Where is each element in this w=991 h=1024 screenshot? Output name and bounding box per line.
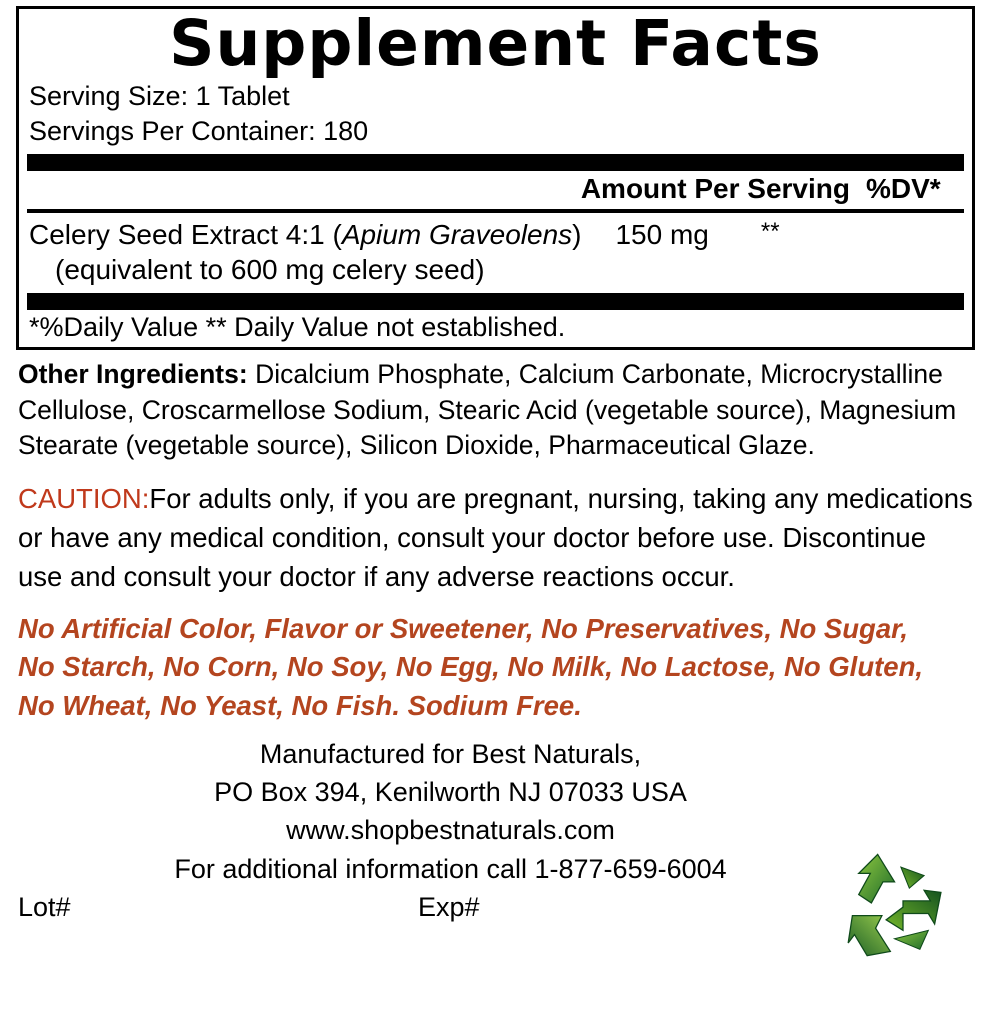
other-ingredients-text: Dicalcium Phosphate, Calcium Carbonate, Microcrystalline Cellulose, Croscarmellose Sodium, Stearic Acid (vegetable source), Magnesium Stearate (vegetable source), Silicon Dioxide, Pharmaceutical Glaze. (18, 359, 957, 460)
panel-rule-thick-top (27, 154, 964, 171)
manufacturer-address: PO Box 394, Kenilworth NJ 07033 USA (214, 777, 687, 808)
amount-header-row (19, 171, 972, 209)
supplement-facts-panel (16, 6, 975, 350)
free-claim-line-1: No Artificial Color, Flavor or Sweetener, No Preservatives, No Sugar, (18, 613, 908, 645)
dv-header: %DV* (866, 173, 941, 205)
lot-label: Lot# (18, 892, 71, 923)
lot-exp-row (18, 892, 973, 923)
caution-label: CAUTION: (18, 483, 150, 515)
amount-per-serving-header: Amount Per Serving (580, 173, 850, 205)
table-row (29, 217, 962, 252)
caution-statement (18, 479, 973, 596)
nutrient-sub-line: (equivalent to 600 mg celery seed) (55, 254, 485, 286)
page-title: Supplement Facts (169, 7, 822, 80)
free-claim-line-3: No Wheat, No Yeast, No Fish. Sodium Free. (18, 689, 582, 721)
manufacturer-line-1: Manufactured for Best Naturals, (259, 738, 642, 769)
exp-label: Exp# (418, 892, 480, 923)
servings-per-container: Servings Per Container: 180 (29, 116, 369, 147)
panel-rule-thick-bottom (27, 293, 964, 310)
nutrient-amount: 150 mg (615, 219, 709, 251)
nutrient-name (29, 217, 581, 252)
manufacturer-info (14, 735, 887, 888)
nutrient-name-prefix: Celery Seed Extract 4:1 ( (29, 219, 342, 251)
free-claim-line-2: No Starch, No Corn, No Soy, No Egg, No Milk, No Lactose, No Gluten, (18, 651, 924, 683)
recycle-icon (837, 846, 969, 962)
other-ingredients-label: Other Ingredients: (18, 359, 248, 390)
free-from-claims (18, 610, 973, 725)
caution-text: For adults only, if you are pregnant, nursing, taking any medications or have any medical condition, consult your doctor before use. Discontinue use and consult your doctor if any adverse reactions occur. (18, 483, 973, 593)
manufacturer-phone: For additional information call 1-877-659-6004 (174, 853, 727, 884)
nutrient-dv: ** (760, 218, 780, 246)
daily-value-footnote: *%Daily Value ** Daily Value not established. (29, 312, 566, 343)
nutrient-name-latin: Apium Graveolens (341, 219, 573, 251)
serving-size: Serving Size: 1 Tablet (29, 80, 290, 111)
manufacturer-website[interactable]: www.shopbestnaturals.com (286, 815, 615, 846)
serving-info (19, 79, 972, 153)
nutrient-name-suffix: ) (572, 219, 582, 251)
other-ingredients (18, 357, 973, 463)
nutrient-list (19, 213, 972, 291)
